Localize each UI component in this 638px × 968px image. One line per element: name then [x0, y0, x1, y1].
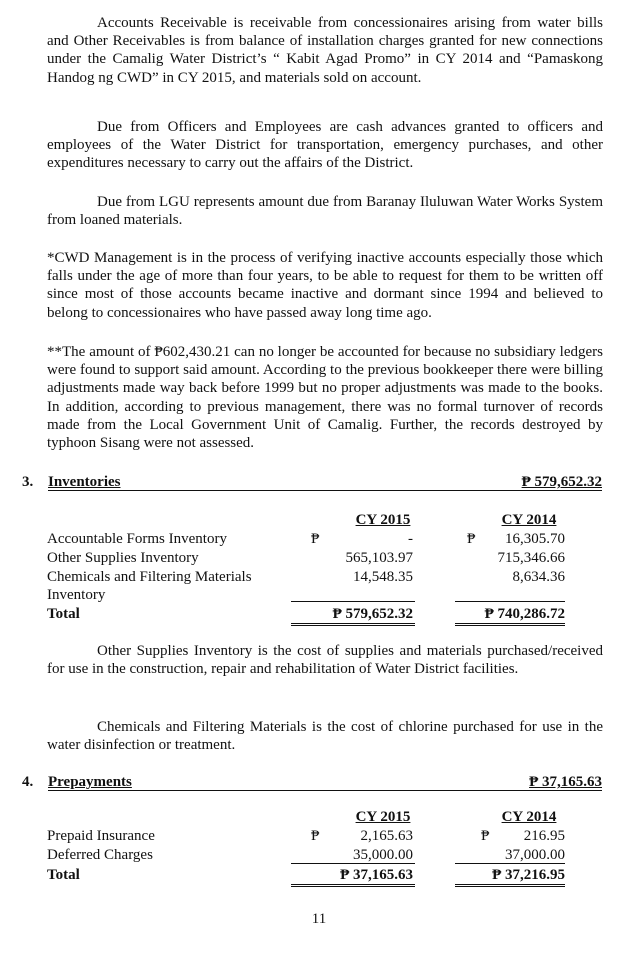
peso-sign: ₱ [311, 531, 320, 547]
section-amount: ₱ 37,165.63 [529, 774, 602, 790]
row-label: Other Supplies Inventory [47, 550, 199, 566]
total-cy2015: ₱ 579,652.32 [332, 606, 413, 622]
value-cy2015: 2,165.63 [360, 828, 413, 844]
table-row [47, 530, 603, 549]
paragraph-unaccounted-amount-note: **The amount of ₱602,430.21 can no longer be accounted for because no subsidiary ledgers were found to support said amount. According to the previous bookkeeper there were billing adjustments made way back before 1999 but no proper adjustments was made to the books. In addition, according to previous management, there was no formal turnover of records made from the Local Government Unit of Camalig. Further, the records destroyed by typhoon Sisang were not assessed. [47, 344, 603, 452]
subtotal-rule [291, 863, 415, 864]
table-row [47, 549, 603, 568]
total-double-rule [291, 884, 415, 887]
total-row [47, 866, 603, 885]
table-row [47, 568, 603, 587]
section-title: Prepayments [48, 774, 132, 790]
section-number: 4. [22, 774, 34, 790]
peso-sign: ₱ [311, 828, 320, 844]
row-label: Prepaid Insurance [47, 828, 155, 844]
total-cy2014: ₱ 37,216.95 [492, 867, 565, 883]
section-amount: ₱ 579,652.32 [521, 474, 602, 490]
value-cy2014: 216.95 [523, 828, 565, 844]
peso-sign: ₱ [467, 531, 476, 547]
total-row [47, 605, 603, 624]
section-title: Inventories [48, 474, 121, 490]
row-label: Inventory [47, 587, 106, 603]
heading-rule [48, 490, 602, 491]
value-cy2014: 8,634.36 [512, 569, 565, 585]
subtotal-rule [291, 601, 415, 602]
paragraph-due-from-lgu: Due from LGU represents amount due from Baranay Iluluwan Water Works System from loaned materials. [47, 194, 603, 229]
total-double-rule [455, 623, 565, 626]
section-inventories-heading [22, 473, 602, 493]
page-number: 11 [311, 911, 327, 927]
paragraph-chemicals-note: Chemicals and Filtering Materials is the cost of chlorine purchased for use in the water disinfection or treatment. [47, 719, 603, 754]
section-number: 3. [22, 474, 34, 490]
row-label: Chemicals and Filtering Materials [47, 569, 252, 585]
total-label: Total [47, 606, 80, 622]
subtotal-rule [455, 863, 565, 864]
column-header-cy2015: CY 2015 [355, 809, 411, 825]
value-cy2014: 37,000.00 [505, 847, 565, 863]
value-cy2015: 565,103.97 [345, 550, 413, 566]
subtotal-rule [455, 601, 565, 602]
peso-sign: ₱ [481, 828, 490, 844]
paragraph-other-supplies-note: Other Supplies Inventory is the cost of supplies and materials purchased/received for use in the construction, repair and rehabilitation of Water District facilities. [47, 643, 603, 678]
total-double-rule [455, 884, 565, 887]
total-cy2014: ₱ 740,286.72 [484, 606, 565, 622]
paragraph-receivables: Accounts Receivable is receivable from concessionaires arising from water bills and Other Receivables is from balance of installation charges granted for new connections under the Camalig Water District’s “ Kabit Agad Promo” in CY 2014 and “Pamaskong Handog ng CWD” in CY 2015, and materials sold on account. [47, 15, 603, 86]
column-header-cy2014: CY 2014 [501, 809, 557, 825]
table-row [47, 586, 603, 605]
table-row [47, 827, 603, 846]
value-cy2014: 16,305.70 [505, 531, 565, 547]
value-cy2015: 35,000.00 [353, 847, 413, 863]
total-double-rule [291, 623, 415, 626]
paragraph-inactive-accounts-note: *CWD Management is in the process of verifying inactive accounts especially those which falls under the age of more than four years, to be able to request for them to be written off since most of those accounts became inactive and dormant since 1994 and believed to belong to concessionaires who have passed away long time ago. [47, 250, 603, 321]
value-cy2015: 14,548.35 [353, 569, 413, 585]
value-cy2014: 715,346.66 [497, 550, 565, 566]
paragraph-due-from-officers: Due from Officers and Employees are cash advances granted to officers and employees of the Water District for transportation, emergency purchases, and other expenditures necessary to carry out the affairs of the District. [47, 119, 603, 172]
total-label: Total [47, 867, 80, 883]
row-label: Accountable Forms Inventory [47, 531, 227, 547]
value-cy2015: - [408, 531, 413, 547]
column-header-cy2014: CY 2014 [501, 512, 557, 528]
heading-rule [48, 790, 602, 791]
section-prepayments-heading [22, 773, 602, 793]
column-header-cy2015: CY 2015 [355, 512, 411, 528]
total-cy2015: ₱ 37,165.63 [340, 867, 413, 883]
row-label: Deferred Charges [47, 847, 153, 863]
